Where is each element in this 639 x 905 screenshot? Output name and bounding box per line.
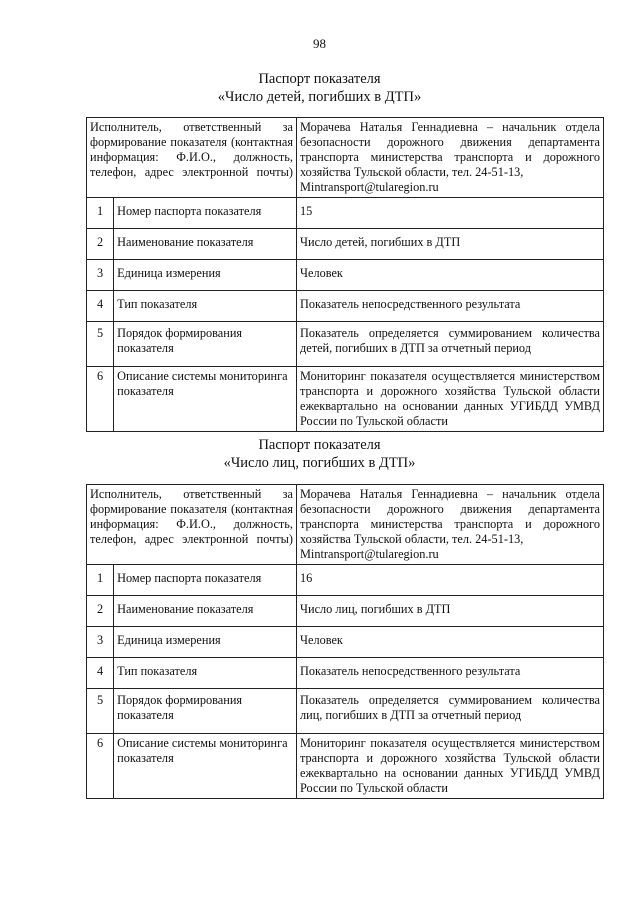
row-label: Номер паспорта показателя (114, 565, 297, 596)
row-number: 3 (87, 627, 114, 658)
row-number: 3 (87, 260, 114, 291)
executor-value (297, 118, 604, 198)
page-number: 98 (313, 36, 326, 51)
table-row (87, 367, 604, 432)
passport-title (0, 436, 639, 472)
row-value: Человек (297, 260, 604, 291)
passport-table (86, 484, 604, 799)
row-label: Описание системы мониторинга показателя (114, 734, 297, 799)
row-value: Число лиц, погибших в ДТП (297, 596, 604, 627)
row-value: 16 (297, 565, 604, 596)
row-label: Тип показателя (114, 291, 297, 322)
table-row (87, 627, 604, 658)
table-row (87, 565, 604, 596)
passport-title-line2: «Число лиц, погибших в ДТП» (223, 455, 416, 471)
row-number: 6 (87, 734, 114, 799)
row-label: Наименование показателя (114, 596, 297, 627)
executor-label: Исполнитель, ответственный за формирование показателя (контактная информация: Ф.И.О., должность, телефон, адрес электронной почты) (87, 485, 297, 565)
row-number: 2 (87, 229, 114, 260)
row-number: 2 (87, 596, 114, 627)
passport-title-line1: Паспорт показателя (258, 71, 381, 87)
row-value: Показатель непосредственного результата (297, 658, 604, 689)
table-row (87, 734, 604, 799)
table-row (87, 689, 604, 734)
row-value: Показатель определяется суммированием количества лиц, погибших в ДТП за отчетный период (297, 689, 604, 734)
table-row (87, 658, 604, 689)
executor-email: Mintransport@tularegion.ru (300, 547, 439, 561)
row-value: Мониторинг показателя осуществляется министерством транспорта и дорожного хозяйства Тульской области ежеквартально на основании данных УГИБДД УМВД России по Тульской области (297, 367, 604, 432)
executor-email: Mintransport@tularegion.ru (300, 180, 439, 194)
row-label: Наименование показателя (114, 229, 297, 260)
row-number: 6 (87, 367, 114, 432)
executor-row (87, 118, 604, 198)
row-number: 4 (87, 291, 114, 322)
executor-row (87, 485, 604, 565)
row-value: Человек (297, 627, 604, 658)
row-number: 5 (87, 689, 114, 734)
row-label: Единица измерения (114, 627, 297, 658)
executor-contact: Морачева Наталья Геннадиевна – начальник отдела безопасности дорожного движения департамента транспорта министерства транспорта и дорожного хозяйства Тульской области, тел. 24-51-13, (300, 120, 600, 179)
table-row (87, 198, 604, 229)
row-label: Единица измерения (114, 260, 297, 291)
row-label: Номер паспорта показателя (114, 198, 297, 229)
passport-title (0, 70, 639, 106)
row-value: Число детей, погибших в ДТП (297, 229, 604, 260)
passport-title-line1: Паспорт показателя (258, 437, 381, 453)
row-value: Показатель определяется суммированием количества детей, погибших в ДТП за отчетный период (297, 322, 604, 367)
table-row (87, 260, 604, 291)
table-row (87, 291, 604, 322)
table-row (87, 322, 604, 367)
row-value: 15 (297, 198, 604, 229)
passport-title-line2: «Число детей, погибших в ДТП» (217, 89, 422, 105)
row-number: 1 (87, 565, 114, 596)
executor-contact: Морачева Наталья Геннадиевна – начальник отдела безопасности дорожного движения департамента транспорта министерства транспорта и дорожного хозяйства Тульской области, тел. 24-51-13, (300, 487, 600, 546)
executor-value (297, 485, 604, 565)
row-number: 4 (87, 658, 114, 689)
row-value: Мониторинг показателя осуществляется министерством транспорта и дорожного хозяйства Тульской области ежеквартально на основании данных УГИБДД УМВД России по Тульской области (297, 734, 604, 799)
row-label: Тип показателя (114, 658, 297, 689)
row-label: Порядок формирования показателя (114, 689, 297, 734)
row-number: 1 (87, 198, 114, 229)
table-row (87, 596, 604, 627)
row-label: Порядок формирования показателя (114, 322, 297, 367)
table-row (87, 229, 604, 260)
row-number: 5 (87, 322, 114, 367)
executor-label: Исполнитель, ответственный за формирование показателя (контактная информация: Ф.И.О., должность, телефон, адрес электронной почты) (87, 118, 297, 198)
passport-table (86, 117, 604, 432)
row-label: Описание системы мониторинга показателя (114, 367, 297, 432)
row-value: Показатель непосредственного результата (297, 291, 604, 322)
